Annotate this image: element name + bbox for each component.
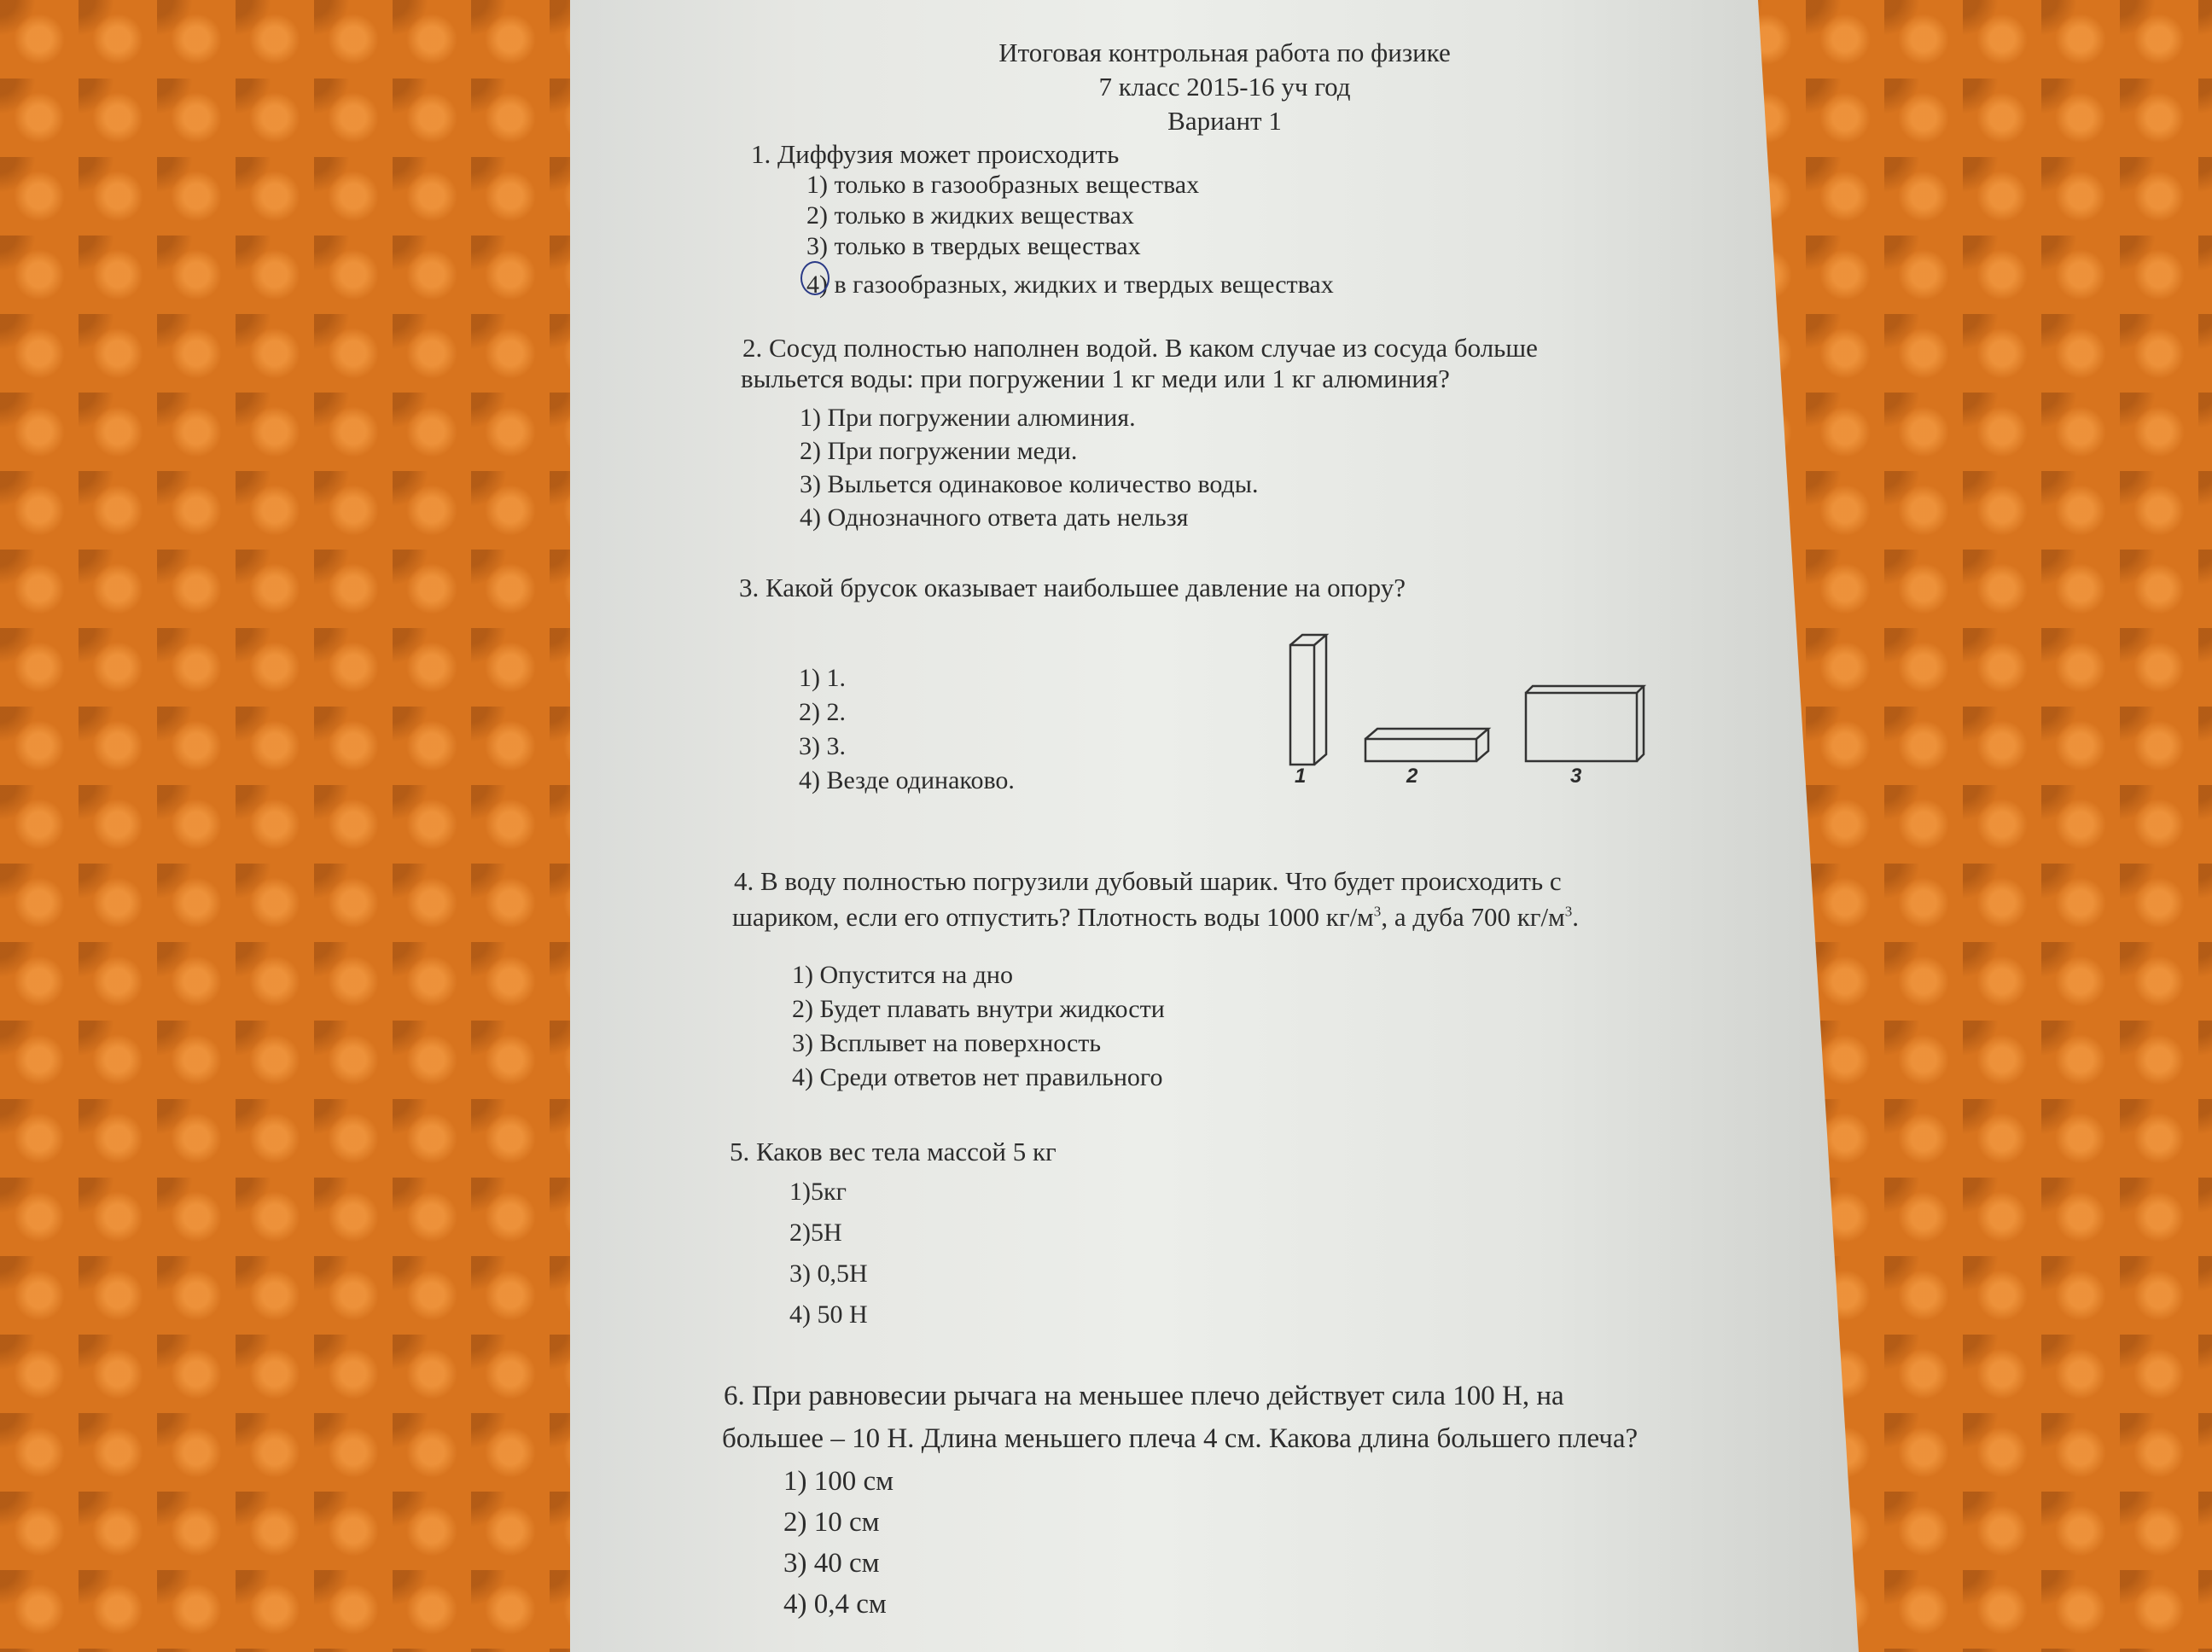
question-1-option-1: 1) только в газообразных веществах <box>806 171 1200 199</box>
question-4-text-line1: 4. В воду полностью погрузили дубовый шарик. Что будет происходить с <box>734 866 1562 896</box>
question-3-option-2: 2) 2. <box>799 698 846 726</box>
question-4-option-3: 3) Всплывет на поверхность <box>792 1029 1102 1057</box>
class-year: 7 класс 2015-16 уч год <box>1098 72 1351 102</box>
question-5-option-1: 1)5кг <box>789 1178 847 1206</box>
question-2-option-3: 3) Выльется одинаковое количество воды. <box>800 470 1259 498</box>
bar-2-label: 2 <box>1406 765 1418 788</box>
question-1-option-4: 4) в газообразных, жидких и твердых веществах <box>806 270 1334 299</box>
question-1-option-3: 3) только в твердых веществах <box>806 232 1141 260</box>
question-2-option-2: 2) При погружении меди. <box>800 437 1078 465</box>
question-6-text-line1: 6. При равновесии рычага на меньшее плечо действует сила 100 Н, на <box>724 1381 1564 1411</box>
question-5-text: 5. Каков вес тела массой 5 кг <box>730 1137 1057 1166</box>
exam-title: Итоговая контрольная работа по физике <box>998 38 1451 67</box>
question-2-text-line2: выльется воды: при погружении 1 кг меди или 1 кг алюминия? <box>741 364 1450 393</box>
bar-1-side <box>1314 635 1326 765</box>
question-6-option-3: 3) 40 см <box>783 1548 880 1579</box>
bar-1-label: 1 <box>1295 765 1307 788</box>
bar-1-front <box>1290 645 1314 765</box>
question-5-option-4: 4) 50 Н <box>789 1300 868 1329</box>
question-3-text: 3. Какой брусок оказывает наибольшее давление на опору? <box>739 573 1406 602</box>
question-2-text-line1: 2. Сосуд полностью наполнен водой. В каком случае из сосуда больше <box>742 333 1538 363</box>
question-6-option-2: 2) 10 см <box>783 1507 880 1538</box>
question-2-option-1: 1) При погружении алюминия. <box>800 404 1136 432</box>
question-4-text-line2: шариком, если его отпустить? Плотность воды 1000 $кг/м^3$, а дуба 700 $кг/м^3$. <box>732 902 1579 932</box>
bar-3-label: 3 <box>1570 765 1582 788</box>
bar-2-front <box>1365 739 1476 761</box>
bar-2-top <box>1365 729 1488 739</box>
question-4-option-2: 2) Будет плавать внутри жидкости <box>792 995 1165 1023</box>
question-3-option-1: 1) 1. <box>799 664 846 692</box>
question-4-option-1: 1) Опустится на дно <box>792 961 1013 989</box>
question-6-text-line2: большее – 10 Н. Длина меньшего плеча 4 см. Какова длина большего плеча? <box>722 1423 1639 1454</box>
question-6-option-1: 1) 100 см <box>783 1466 894 1497</box>
question-5-option-2: 2)5Н <box>789 1219 842 1247</box>
question-3-option-3: 3) 3. <box>799 732 846 760</box>
question-3-option-4: 4) Везде одинаково. <box>799 766 1015 794</box>
answer-circle-mark <box>800 261 830 295</box>
question-1-option-2: 2) только в жидких веществах <box>806 201 1134 230</box>
question-5-option-3: 3) 0,5Н <box>789 1259 868 1288</box>
bar-3-front <box>1526 693 1637 761</box>
question-6-option-4: 4) 0,4 см <box>783 1589 887 1620</box>
question-1-text: 1. Диффузия может происходить <box>751 139 1120 169</box>
question-2-option-4: 4) Однозначного ответа дать нельзя <box>800 503 1189 532</box>
bars-figure <box>1272 631 1656 794</box>
bar-1-top <box>1290 635 1326 645</box>
variant-label: Вариант 1 <box>1167 106 1282 136</box>
question-4-option-4: 4) Среди ответов нет правильного <box>792 1063 1163 1091</box>
